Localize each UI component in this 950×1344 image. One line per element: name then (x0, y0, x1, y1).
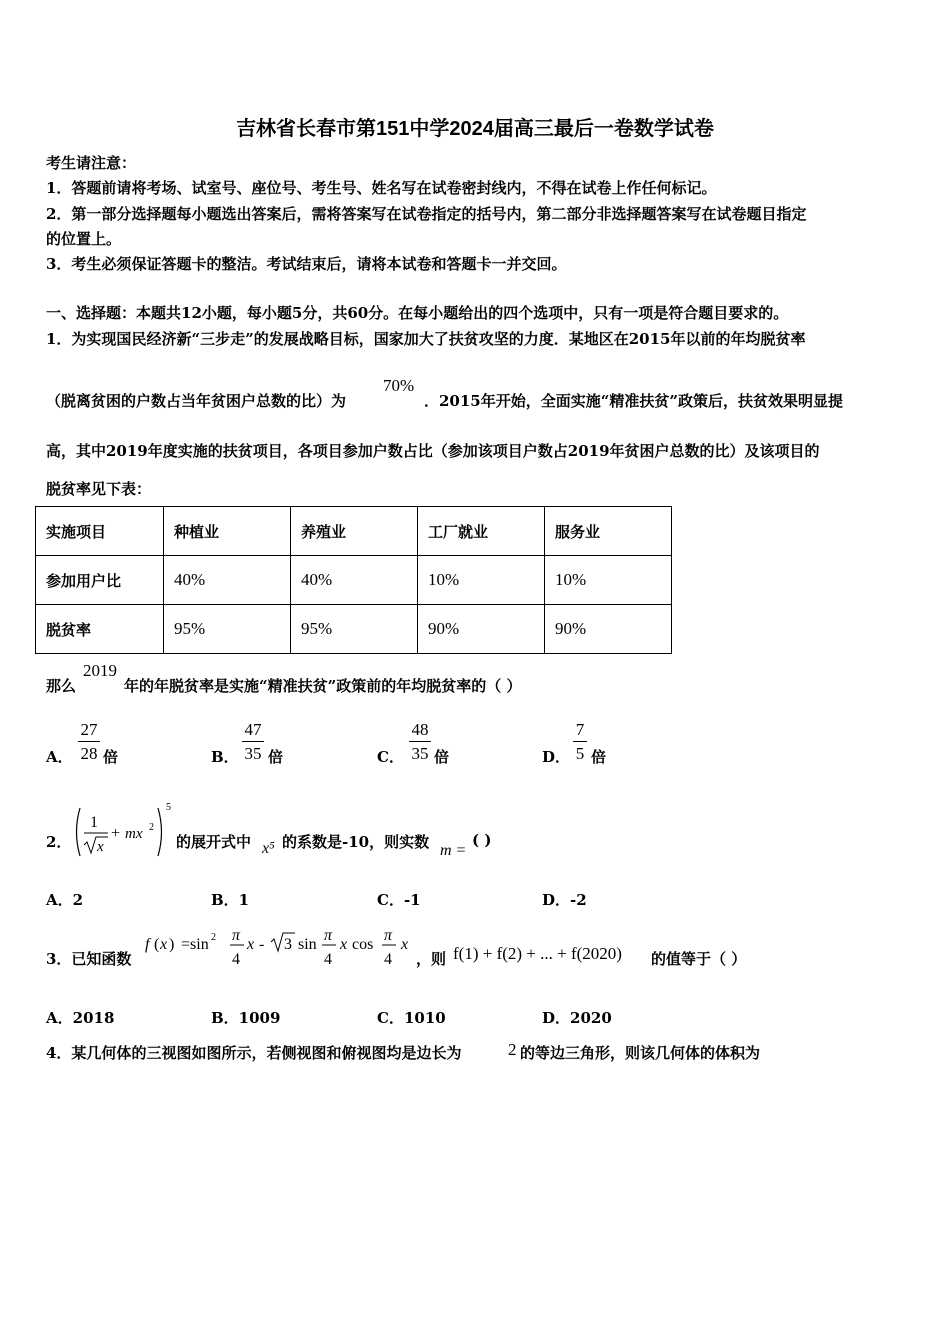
svg-text:x: x (401, 936, 409, 953)
q1-option-b-label: B． (211, 748, 239, 766)
table-cell: 90% (418, 605, 545, 654)
poverty-table (35, 506, 672, 654)
q1-rate: 70% (383, 376, 415, 395)
page-title: 吉林省长春市第151中学2024届高三最后一卷数学试卷 (236, 118, 714, 140)
fraction-bar (78, 741, 100, 742)
q2-option-b: B．1 (211, 891, 250, 909)
table-row (36, 605, 672, 654)
q3-text-then: ，则 (416, 950, 447, 968)
q2-text-b: 的系数是-10，则实数 (282, 833, 430, 851)
fraction-bar (409, 741, 431, 742)
q1-option-b-fraction (242, 720, 264, 764)
svg-text:sin: sin (298, 936, 317, 953)
fraction-numerator: 7 (575, 720, 585, 739)
q2-text-a: 的展开式中 (176, 833, 252, 851)
table-cell: 10% (418, 556, 545, 605)
q1-option-c-fraction (409, 720, 431, 764)
q2-text-c: ( ) (472, 831, 492, 849)
q1-option-d-label: D． (542, 748, 571, 766)
notice-item-2: 2．第一部分选择题每小题选出答案后，需将答案写在试卷指定的括号内，第二部分非选择题答案写在试卷题目指定 (46, 205, 807, 223)
svg-text:4: 4 (384, 951, 392, 968)
fraction-numerator: 47 (244, 720, 262, 739)
svg-text:(: ( (154, 936, 160, 953)
q3-function-expression (143, 922, 418, 972)
q1-question-b: 年的年脱贫率是实施“精准扶贫”政策前的年均脱贫率的（ ） (124, 677, 522, 695)
q1-line2a: （脱离贫困的户数占当年贫困户总数的比）为 (46, 392, 347, 410)
table-row-label: 参加用户比 (36, 556, 164, 605)
svg-text:x: x (160, 936, 168, 953)
table-cell: 40% (164, 556, 291, 605)
q4-text-a: 4．某几何体的三视图如图所示，若侧视图和俯视图均是边长为 (46, 1044, 462, 1062)
q1-option-c-unit: 倍 (434, 748, 450, 766)
svg-text:x: x (97, 839, 104, 855)
q1-option-d-unit: 倍 (591, 748, 607, 766)
q3-option-c: C．1010 (377, 1009, 446, 1027)
q1-option-c-label: C． (377, 748, 404, 766)
table-header-cell: 工厂就业 (418, 507, 545, 556)
q2-option-a: A．2 (46, 891, 84, 909)
q3-option-d: D．2020 (542, 1009, 612, 1027)
svg-text:π: π (324, 927, 333, 944)
q2-var-m: m = (440, 842, 467, 859)
q1-option-b-unit: 倍 (268, 748, 284, 766)
notice-item-2-cont: 的位置上。 (46, 230, 122, 248)
fraction-denominator: 28 (80, 744, 98, 763)
q1-line3: 高，其中2019年度实施的扶贫项目，各项目参加户数占比（参加该项目户数占2019年贫困户总数的比）及该项目的 (46, 442, 820, 460)
notice-heading: 考生请注意： (46, 154, 137, 172)
table-row-label: 脱贫率 (36, 605, 164, 654)
svg-text:mx: mx (125, 826, 143, 842)
svg-text:2: 2 (211, 932, 216, 943)
q3-text-end: 的值等于（ ） (651, 950, 747, 968)
q3-option-b: B．1009 (211, 1009, 281, 1027)
fraction-bar (573, 741, 587, 742)
q2-option-c: C．-1 (377, 891, 421, 909)
fraction-denominator: 5 (575, 744, 585, 763)
table-header-cell: 服务业 (545, 507, 672, 556)
table-cell: 40% (291, 556, 418, 605)
table-header-row (36, 507, 672, 556)
svg-text:4: 4 (324, 951, 332, 968)
q1-option-d-fraction (573, 720, 587, 764)
section-heading: 一、选择题：本题共12小题，每小题5分，共60分。在每小题给出的四个选项中，只有一项是符合题目要求的。 (46, 304, 789, 322)
notice-item-1: 1．答题前请将考场、试室号、座位号、考生号、姓名写在试卷密封线内，不得在试卷上作任何标记。 (46, 179, 717, 197)
fraction-numerator: 27 (80, 720, 98, 739)
svg-text:cos: cos (352, 936, 374, 953)
table-cell: 95% (164, 605, 291, 654)
q1-line1: 1．为实现国民经济新“三步走”的发展战略目标，国家加大了扶贫攻坚的力度．某地区在2015年以前的年均脱贫率 (46, 330, 806, 348)
svg-text:x: x (340, 936, 348, 953)
q1-line4: 脱贫率见下表： (46, 480, 152, 498)
fraction-numerator: 48 (411, 720, 429, 739)
svg-text:+: + (111, 825, 121, 842)
svg-text:): ) (169, 936, 175, 953)
table-cell: 10% (545, 556, 672, 605)
svg-text:x: x (247, 936, 255, 953)
q3-label: 3．已知函数 (46, 950, 132, 968)
q2-label: 2． (46, 833, 72, 851)
q1-line2b: ．2015年开始，全面实施“精准扶贫”政策后，扶贫效果明显提 (424, 392, 844, 410)
q4-text-b: 的等边三角形，则该几何体的体积为 (520, 1044, 761, 1062)
svg-text:5: 5 (166, 802, 171, 813)
q3-sum-expression: f(1) + f(2) + ... + f(2020) (453, 944, 622, 963)
q2-option-d: D．-2 (542, 891, 587, 909)
q1-year: 2019 (83, 661, 117, 680)
q3-option-a: A．2018 (46, 1009, 115, 1027)
q2-power-var: x⁵ (262, 840, 275, 857)
svg-text:4: 4 (232, 951, 240, 968)
svg-text:-: - (259, 936, 265, 953)
table-header-cell: 种植业 (164, 507, 291, 556)
q1-option-a-unit: 倍 (103, 748, 119, 766)
q1-question-a: 那么 (46, 677, 77, 695)
table-cell: 90% (545, 605, 672, 654)
q2-binomial-expression (70, 800, 170, 864)
svg-text:π: π (384, 927, 393, 944)
table-cell: 95% (291, 605, 418, 654)
svg-text:3: 3 (284, 936, 292, 953)
q1-option-a-fraction (78, 720, 100, 764)
svg-text:1: 1 (90, 814, 98, 831)
table-header-cell: 实施项目 (36, 507, 164, 556)
notice-item-3: 3．考生必须保证答题卡的整洁。考试结束后，请将本试卷和答题卡一并交回。 (46, 255, 567, 273)
svg-text:π: π (232, 927, 241, 944)
q4-num: 2 (508, 1040, 517, 1059)
table-header-cell: 养殖业 (291, 507, 418, 556)
q1-option-a-label: A． (46, 748, 73, 766)
fraction-bar (242, 741, 264, 742)
fraction-denominator: 35 (411, 744, 429, 763)
table-row (36, 556, 672, 605)
svg-text:=sin: =sin (181, 936, 209, 953)
fraction-denominator: 35 (244, 744, 262, 763)
svg-text:2: 2 (149, 822, 154, 833)
svg-text:f: f (145, 936, 150, 953)
